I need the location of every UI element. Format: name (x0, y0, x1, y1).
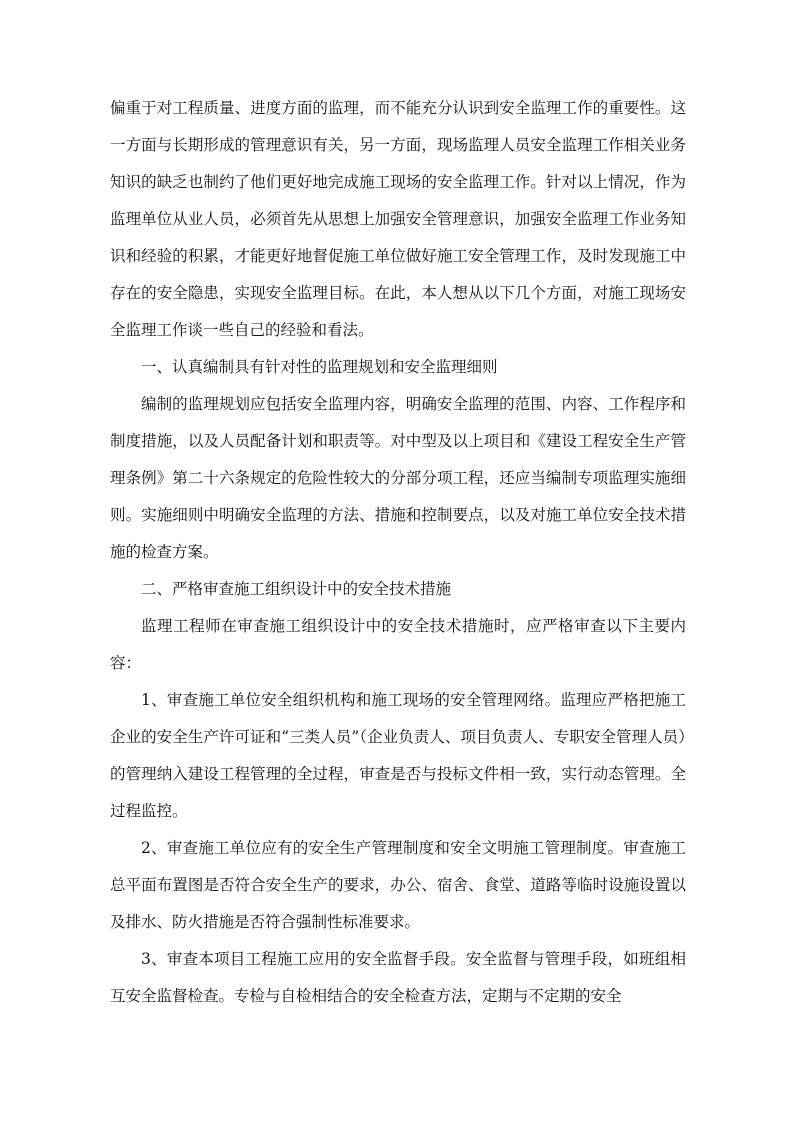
intro-paragraph: 偏重于对工程质量、进度方面的监理，而不能充分认识到安全监理工作的重要性。这一方面与长期形成的管理意识有关，另一方面，现场监理人员安全监理工作相关业务知识的缺乏也制约了他们更好地完成施工现场的安全监理工作。针对以上情况，作为监理单位从业人员，必须首先从思想上加强安全管理意识，加强安全监理工作业务知识和经验的积累，才能更好地督促施工单位做好施工安全管理工作，及时发现施工中存在的安全隐患，实现安全监理目标。在此，本人想从以下几个方面，对施工现场安全监理工作谈一些自己的经验和看法。 (110, 99, 686, 339)
list-item-3: 3、审查本项目工程施工应用的安全监督手段。安全监督与管理手段，如班组相互安全监督检查。专检与自检相结合的安全检查方法，定期与不定期的安全 (110, 950, 686, 1005)
list-item-2: 2、审查施工单位应有的安全生产管理制度和安全文明施工管理制度。审查施工总平面布置图是否符合安全生产的要求，办公、宿舍、食堂、道路等临时设施设置以及排水、防火措施是否符合强制性标准要求。 (110, 839, 686, 931)
document-body (110, 90, 686, 1015)
section-heading-1: 一、认真编制具有针对性的监理规划和安全监理细则 (141, 358, 498, 376)
section-1-paragraph: 编制的监理规划应包括安全监理内容，明确安全监理的范围、内容、工作程序和制度措施，以及人员配备计划和职责等。对中型及以上项目和《建设工程安全生产管理条例》第二十六条规定的危险性较大的分部分项工程，还应当编制专项监理实施细则。实施细则中明确安全监理的方法、措施和控制要点，以及对施工单位安全技术措施的检查方案。 (110, 395, 686, 561)
section-2-intro-paragraph: 监理工程师在审查施工组织设计中的安全技术措施时，应严格审查以下主要内容： (110, 617, 686, 672)
list-item-1: 1、审查施工单位安全组织机构和施工现场的安全管理网络。监理应严格把施工企业的安全生产许可证和“三类人员”（企业负责人、项目负责人、专职安全管理人员）的管理纳入建设工程管理的全过程，审查是否与投标文件相一致，实行动态管理。全过程监控。 (110, 691, 686, 820)
section-heading-2: 二、严格审查施工组织设计中的安全技术措施 (141, 580, 452, 598)
